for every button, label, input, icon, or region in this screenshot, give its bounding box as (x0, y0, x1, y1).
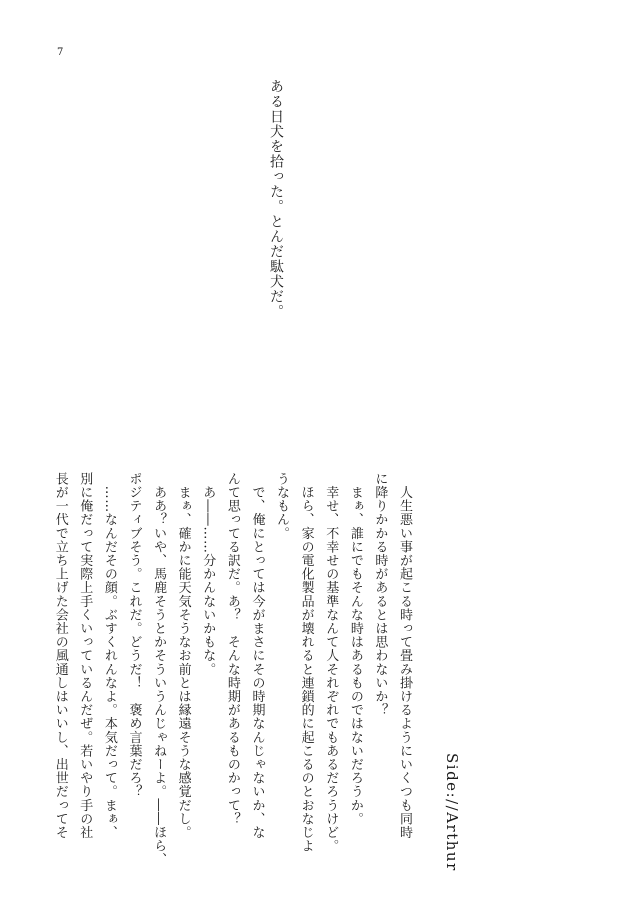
body-line: あ――……分かんないかもな。 (200, 472, 216, 676)
body-line: 幸せ、不幸せの基準なんて人それぞれでもあるだろうけど。 (323, 472, 339, 853)
body-line: まぁ、誰にでもそんな時はあるものではないだろうか。 (347, 472, 363, 826)
body-line: ほら、家の電化製品が壊れると連鎖的に起こるのとおなじよ (298, 472, 314, 853)
body-line: に降りかかる時があるとは思わないか？ (372, 472, 388, 717)
body-line: ポジティブそう。これだ。どうだ！ 褒め言葉だろ？ (126, 472, 142, 799)
body-line: 人生悪い事が起こる時って畳み掛けるようにいくつも同時 (397, 472, 412, 840)
body-line: 長が一代で立ち上げた会社の風通しはいいし、出世だってそ (52, 472, 68, 840)
side-label: Side://Arthur (443, 753, 461, 872)
body-line: 別に俺だって実際上手くいっているんだぜ。若いやり手の社 (77, 472, 93, 840)
body-line: ……なんだその顔。ぶすくれんなよ。本気だって。まぁ、 (101, 472, 117, 840)
body-text (47, 472, 416, 866)
body-line: んて思ってる訳だ。あ？ そんな時期があるものかって？ (224, 472, 240, 826)
body-line: で、俺にとっては今がまさにその時期なんじゃないか、な (249, 472, 265, 840)
body-line: ああ？いや、馬鹿そうとかそういうんじゃねーよ。――ほら、 (151, 472, 167, 867)
body-line: うなもん。 (274, 472, 290, 540)
chapter-opening-line: ある日犬を拾った。とんだ駄犬だ。 (268, 79, 284, 319)
body-line: まぁ、確かに能天気そうなお前とは縁遠そうな感覚だし。 (175, 472, 191, 840)
page-number: 7 (57, 47, 64, 58)
